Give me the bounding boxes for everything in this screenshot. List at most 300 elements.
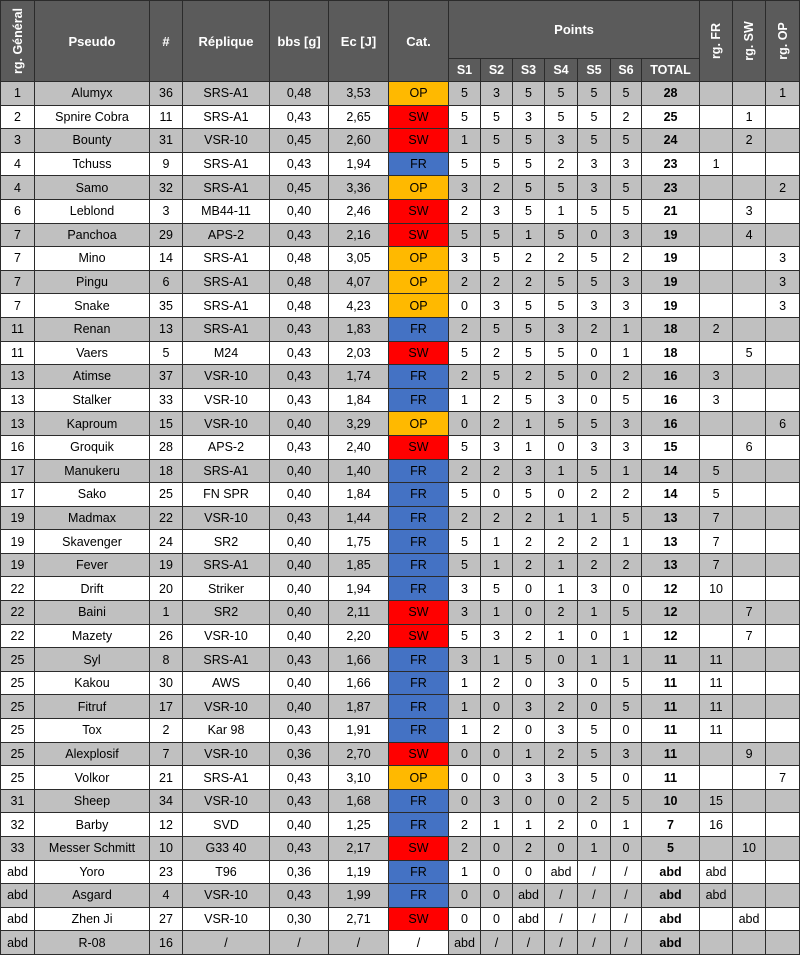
cell-pseudo: Vaers	[35, 341, 150, 365]
cell-category: FR	[389, 695, 449, 719]
table-row	[1, 766, 800, 790]
cell-rg-sw	[733, 270, 766, 294]
cell-s3: 5	[513, 199, 545, 223]
table-row	[1, 483, 800, 507]
cell-replique: VSR-10	[183, 624, 270, 648]
cell-s2: 3	[481, 294, 513, 318]
cell-s1: 2	[449, 459, 481, 483]
cell-rg-general: 17	[1, 483, 35, 507]
cell-s2: 2	[481, 459, 513, 483]
cell-rg-sw	[733, 530, 766, 554]
cell-rg-fr	[700, 82, 733, 106]
cell-rg-general: 19	[1, 553, 35, 577]
cell-s3: 5	[513, 483, 545, 507]
cell-rg-general: 25	[1, 719, 35, 743]
cell-number: 28	[150, 435, 183, 459]
cell-rg-general: 22	[1, 624, 35, 648]
cell-s2: 0	[481, 907, 513, 931]
table-row	[1, 176, 800, 200]
cell-rg-op	[766, 837, 800, 861]
cell-ec: 1,25	[329, 813, 389, 837]
cell-rg-op	[766, 317, 800, 341]
cell-number: 20	[150, 577, 183, 601]
cell-rg-op: 1	[766, 82, 800, 106]
cell-bbs: 0,48	[270, 82, 329, 106]
cell-pseudo: Asgard	[35, 884, 150, 908]
cell-s4: 3	[545, 317, 578, 341]
cell-ec: 1,85	[329, 553, 389, 577]
cell-number: 11	[150, 105, 183, 129]
cell-pseudo: Manukeru	[35, 459, 150, 483]
cell-s6: 3	[611, 435, 642, 459]
cell-replique: Kar 98	[183, 719, 270, 743]
cell-category: FR	[389, 671, 449, 695]
cell-s1: 0	[449, 907, 481, 931]
cell-rg-op	[766, 931, 800, 955]
cell-rg-general: abd	[1, 931, 35, 955]
cell-total: 14	[642, 483, 700, 507]
cell-s1: 0	[449, 789, 481, 813]
cell-rg-sw	[733, 931, 766, 955]
cell-s4: 1	[545, 553, 578, 577]
cell-category: FR	[389, 884, 449, 908]
cell-rg-sw	[733, 719, 766, 743]
cell-s3: 0	[513, 860, 545, 884]
cell-rg-general: 6	[1, 199, 35, 223]
cell-s4: 1	[545, 199, 578, 223]
cell-s5: 5	[578, 82, 611, 106]
cell-category: FR	[389, 577, 449, 601]
cell-s6: 5	[611, 388, 642, 412]
cell-total: 19	[642, 270, 700, 294]
cell-replique: SRS-A1	[183, 459, 270, 483]
cell-rg-fr	[700, 199, 733, 223]
cell-replique: SRS-A1	[183, 317, 270, 341]
cell-rg-sw: 2	[733, 129, 766, 153]
cell-total: 11	[642, 671, 700, 695]
cell-bbs: 0,36	[270, 860, 329, 884]
header-number: #	[150, 1, 183, 82]
cell-total: abd	[642, 860, 700, 884]
cell-s4: 3	[545, 719, 578, 743]
cell-number: 30	[150, 671, 183, 695]
cell-rg-general: 31	[1, 789, 35, 813]
cell-total: 19	[642, 223, 700, 247]
cell-rg-op	[766, 577, 800, 601]
cell-s2: 0	[481, 860, 513, 884]
cell-number: 34	[150, 789, 183, 813]
cell-rg-general: 32	[1, 813, 35, 837]
cell-ec: 2,11	[329, 601, 389, 625]
cell-category: SW	[389, 742, 449, 766]
cell-rg-op	[766, 553, 800, 577]
cell-rg-sw: 3	[733, 199, 766, 223]
cell-s4: 5	[545, 176, 578, 200]
table-row	[1, 931, 800, 955]
cell-rg-op: 2	[766, 176, 800, 200]
cell-s6: 0	[611, 719, 642, 743]
cell-s6: 1	[611, 530, 642, 554]
cell-rg-general: 13	[1, 388, 35, 412]
cell-pseudo: Barby	[35, 813, 150, 837]
cell-category: FR	[389, 317, 449, 341]
cell-replique: SRS-A1	[183, 152, 270, 176]
cell-total: 25	[642, 105, 700, 129]
cell-replique: VSR-10	[183, 365, 270, 389]
cell-s6: 3	[611, 412, 642, 436]
cell-rg-fr: 11	[700, 671, 733, 695]
cell-ec: 2,46	[329, 199, 389, 223]
cell-total: 10	[642, 789, 700, 813]
cell-s3: 1	[513, 435, 545, 459]
cell-number: 6	[150, 270, 183, 294]
cell-rg-fr: abd	[700, 860, 733, 884]
cell-s2: 5	[481, 577, 513, 601]
cell-replique: APS-2	[183, 435, 270, 459]
cell-rg-op	[766, 506, 800, 530]
cell-s2: 1	[481, 813, 513, 837]
cell-s1: 1	[449, 671, 481, 695]
cell-s6: 1	[611, 648, 642, 672]
cell-rg-op	[766, 671, 800, 695]
cell-rg-sw	[733, 766, 766, 790]
cell-s2: 2	[481, 341, 513, 365]
cell-total: 12	[642, 577, 700, 601]
cell-s5: 2	[578, 553, 611, 577]
cell-s1: 5	[449, 483, 481, 507]
cell-replique: SRS-A1	[183, 553, 270, 577]
cell-rg-op	[766, 695, 800, 719]
cell-rg-general: abd	[1, 884, 35, 908]
cell-s3: 2	[513, 247, 545, 271]
cell-rg-sw: 7	[733, 601, 766, 625]
cell-s1: 1	[449, 129, 481, 153]
cell-ec: 2,70	[329, 742, 389, 766]
cell-s3: 2	[513, 365, 545, 389]
table-row	[1, 530, 800, 554]
cell-bbs: 0,40	[270, 601, 329, 625]
table-row	[1, 837, 800, 861]
cell-rg-general: 4	[1, 176, 35, 200]
cell-rg-fr: 16	[700, 813, 733, 837]
cell-s4: 5	[545, 105, 578, 129]
cell-rg-op	[766, 813, 800, 837]
cell-s6: 3	[611, 294, 642, 318]
cell-rg-sw	[733, 388, 766, 412]
cell-s1: 0	[449, 766, 481, 790]
cell-pseudo: Groquik	[35, 435, 150, 459]
cell-s2: 0	[481, 695, 513, 719]
cell-rg-sw	[733, 412, 766, 436]
cell-rg-sw: 10	[733, 837, 766, 861]
cell-s5: 1	[578, 601, 611, 625]
cell-s2: 2	[481, 412, 513, 436]
cell-rg-fr: 1	[700, 152, 733, 176]
cell-number: 33	[150, 388, 183, 412]
cell-s5: 2	[578, 317, 611, 341]
cell-rg-fr	[700, 223, 733, 247]
cell-s1: 0	[449, 884, 481, 908]
cell-rg-sw	[733, 789, 766, 813]
cell-s5: 5	[578, 742, 611, 766]
cell-number: 13	[150, 317, 183, 341]
cell-rg-sw	[733, 860, 766, 884]
cell-rg-op: 3	[766, 247, 800, 271]
cell-ec: 1,19	[329, 860, 389, 884]
cell-replique: SRS-A1	[183, 82, 270, 106]
cell-rg-fr	[700, 247, 733, 271]
cell-rg-fr	[700, 907, 733, 931]
cell-number: 31	[150, 129, 183, 153]
header-bbs: bbs [g]	[270, 1, 329, 82]
cell-number: 25	[150, 483, 183, 507]
cell-s3: 0	[513, 719, 545, 743]
cell-s1: 3	[449, 601, 481, 625]
cell-rg-general: 22	[1, 577, 35, 601]
table-row	[1, 789, 800, 813]
table-row	[1, 270, 800, 294]
cell-s3: abd	[513, 907, 545, 931]
cell-total: 11	[642, 719, 700, 743]
cell-category: FR	[389, 506, 449, 530]
cell-s4: 2	[545, 152, 578, 176]
cell-rg-fr	[700, 624, 733, 648]
cell-ec: 1,94	[329, 577, 389, 601]
table-row	[1, 884, 800, 908]
cell-s2: 5	[481, 223, 513, 247]
cell-pseudo: R-08	[35, 931, 150, 955]
header-points: Points	[449, 1, 700, 59]
cell-rg-fr	[700, 412, 733, 436]
cell-ec: 3,36	[329, 176, 389, 200]
cell-pseudo: Atimse	[35, 365, 150, 389]
cell-s3: 5	[513, 648, 545, 672]
cell-pseudo: Madmax	[35, 506, 150, 530]
cell-ec: 1,83	[329, 317, 389, 341]
cell-number: 22	[150, 506, 183, 530]
cell-s4: 1	[545, 577, 578, 601]
cell-rg-fr	[700, 105, 733, 129]
cell-rg-general: 25	[1, 695, 35, 719]
cell-s6: 5	[611, 199, 642, 223]
cell-bbs: 0,43	[270, 789, 329, 813]
cell-rg-sw	[733, 247, 766, 271]
cell-rg-op	[766, 789, 800, 813]
cell-ec: 1,68	[329, 789, 389, 813]
cell-s5: 3	[578, 435, 611, 459]
cell-s4: 5	[545, 365, 578, 389]
cell-pseudo: Alumyx	[35, 82, 150, 106]
cell-bbs: 0,43	[270, 365, 329, 389]
cell-rg-general: 19	[1, 506, 35, 530]
cell-s5: 5	[578, 129, 611, 153]
cell-s3: 2	[513, 837, 545, 861]
cell-s3: 5	[513, 129, 545, 153]
cell-s1: 2	[449, 813, 481, 837]
cell-s2: 0	[481, 766, 513, 790]
table-row	[1, 105, 800, 129]
cell-replique: SRS-A1	[183, 294, 270, 318]
header-s5: S5	[578, 59, 611, 82]
cell-bbs: 0,43	[270, 884, 329, 908]
header-rg-fr: rg. FR	[700, 1, 733, 82]
cell-rg-fr	[700, 341, 733, 365]
cell-rg-op: 7	[766, 766, 800, 790]
cell-category: OP	[389, 82, 449, 106]
cell-s6: 5	[611, 176, 642, 200]
cell-s6: /	[611, 884, 642, 908]
cell-total: abd	[642, 884, 700, 908]
cell-category: SW	[389, 129, 449, 153]
cell-bbs: 0,40	[270, 671, 329, 695]
cell-s3: 5	[513, 152, 545, 176]
cell-s4: 1	[545, 624, 578, 648]
cell-s1: 2	[449, 270, 481, 294]
cell-rg-fr: 7	[700, 553, 733, 577]
table-row	[1, 719, 800, 743]
cell-rg-general: 3	[1, 129, 35, 153]
cell-rg-sw: 7	[733, 624, 766, 648]
cell-total: 21	[642, 199, 700, 223]
table-row	[1, 459, 800, 483]
cell-rg-general: abd	[1, 860, 35, 884]
cell-bbs: 0,40	[270, 695, 329, 719]
cell-rg-sw: abd	[733, 907, 766, 931]
cell-s2: 2	[481, 270, 513, 294]
cell-s3: 1	[513, 813, 545, 837]
cell-category: FR	[389, 648, 449, 672]
cell-pseudo: Mazety	[35, 624, 150, 648]
cell-s4: 5	[545, 294, 578, 318]
cell-s5: 5	[578, 766, 611, 790]
cell-total: 11	[642, 695, 700, 719]
cell-replique: SVD	[183, 813, 270, 837]
cell-rg-op	[766, 601, 800, 625]
cell-s6: 5	[611, 601, 642, 625]
cell-s3: 3	[513, 766, 545, 790]
cell-category: FR	[389, 530, 449, 554]
cell-pseudo: Fitruf	[35, 695, 150, 719]
cell-s1: 5	[449, 530, 481, 554]
cell-rg-general: 2	[1, 105, 35, 129]
cell-bbs: 0,43	[270, 506, 329, 530]
cell-rg-op	[766, 223, 800, 247]
cell-s2: 2	[481, 506, 513, 530]
cell-pseudo: Leblond	[35, 199, 150, 223]
cell-rg-fr: 2	[700, 317, 733, 341]
cell-s5: 0	[578, 365, 611, 389]
cell-rg-op: 6	[766, 412, 800, 436]
cell-total: 13	[642, 530, 700, 554]
cell-rg-general: 25	[1, 648, 35, 672]
cell-s3: 2	[513, 553, 545, 577]
cell-total: 16	[642, 412, 700, 436]
cell-category: OP	[389, 247, 449, 271]
header-rg-op: rg. OP	[766, 1, 800, 82]
cell-s5: 0	[578, 624, 611, 648]
cell-total: 16	[642, 388, 700, 412]
cell-pseudo: Sheep	[35, 789, 150, 813]
cell-pseudo: Bounty	[35, 129, 150, 153]
cell-bbs: 0,30	[270, 907, 329, 931]
cell-s5: 5	[578, 459, 611, 483]
cell-ec: 1,91	[329, 719, 389, 743]
cell-s2: 2	[481, 719, 513, 743]
cell-rg-op: 3	[766, 294, 800, 318]
cell-total: 5	[642, 837, 700, 861]
cell-category: OP	[389, 176, 449, 200]
cell-pseudo: Alexplosif	[35, 742, 150, 766]
cell-s5: 5	[578, 270, 611, 294]
cell-replique: SR2	[183, 530, 270, 554]
cell-ec: 1,40	[329, 459, 389, 483]
cell-s2: 5	[481, 152, 513, 176]
cell-rg-op	[766, 742, 800, 766]
cell-category: SW	[389, 601, 449, 625]
cell-s1: 3	[449, 577, 481, 601]
cell-s2: 0	[481, 483, 513, 507]
cell-rg-sw	[733, 294, 766, 318]
cell-total: 24	[642, 129, 700, 153]
cell-s6: 2	[611, 483, 642, 507]
table-row	[1, 388, 800, 412]
cell-rg-general: 22	[1, 601, 35, 625]
cell-s6: 2	[611, 247, 642, 271]
cell-ec: 2,65	[329, 105, 389, 129]
cell-s6: 1	[611, 459, 642, 483]
cell-rg-general: 19	[1, 530, 35, 554]
cell-number: 8	[150, 648, 183, 672]
cell-rg-sw	[733, 152, 766, 176]
cell-s4: 0	[545, 483, 578, 507]
cell-s5: 1	[578, 506, 611, 530]
cell-s3: 5	[513, 341, 545, 365]
cell-ec: 4,07	[329, 270, 389, 294]
cell-ec: 1,75	[329, 530, 389, 554]
cell-s1: 3	[449, 247, 481, 271]
cell-s5: /	[578, 884, 611, 908]
cell-rg-general: 25	[1, 742, 35, 766]
cell-s6: 5	[611, 695, 642, 719]
cell-s3: 2	[513, 624, 545, 648]
cell-rg-fr: 10	[700, 577, 733, 601]
cell-category: SW	[389, 223, 449, 247]
cell-category: FR	[389, 365, 449, 389]
cell-rg-sw	[733, 459, 766, 483]
cell-s6: /	[611, 860, 642, 884]
cell-s5: 3	[578, 294, 611, 318]
cell-s6: 0	[611, 766, 642, 790]
cell-pseudo: Syl	[35, 648, 150, 672]
cell-bbs: 0,43	[270, 223, 329, 247]
cell-number: 27	[150, 907, 183, 931]
cell-s6: 2	[611, 365, 642, 389]
cell-rg-general: 1	[1, 82, 35, 106]
cell-number: 1	[150, 601, 183, 625]
cell-rg-general: 13	[1, 412, 35, 436]
cell-s2: 3	[481, 435, 513, 459]
cell-s2: 5	[481, 105, 513, 129]
cell-ec: 2,03	[329, 341, 389, 365]
cell-s1: 2	[449, 837, 481, 861]
cell-s3: 2	[513, 530, 545, 554]
cell-ec: 1,44	[329, 506, 389, 530]
cell-s4: 3	[545, 766, 578, 790]
cell-ec: 1,99	[329, 884, 389, 908]
cell-pseudo: Baini	[35, 601, 150, 625]
cell-rg-general: 17	[1, 459, 35, 483]
cell-s1: 0	[449, 412, 481, 436]
